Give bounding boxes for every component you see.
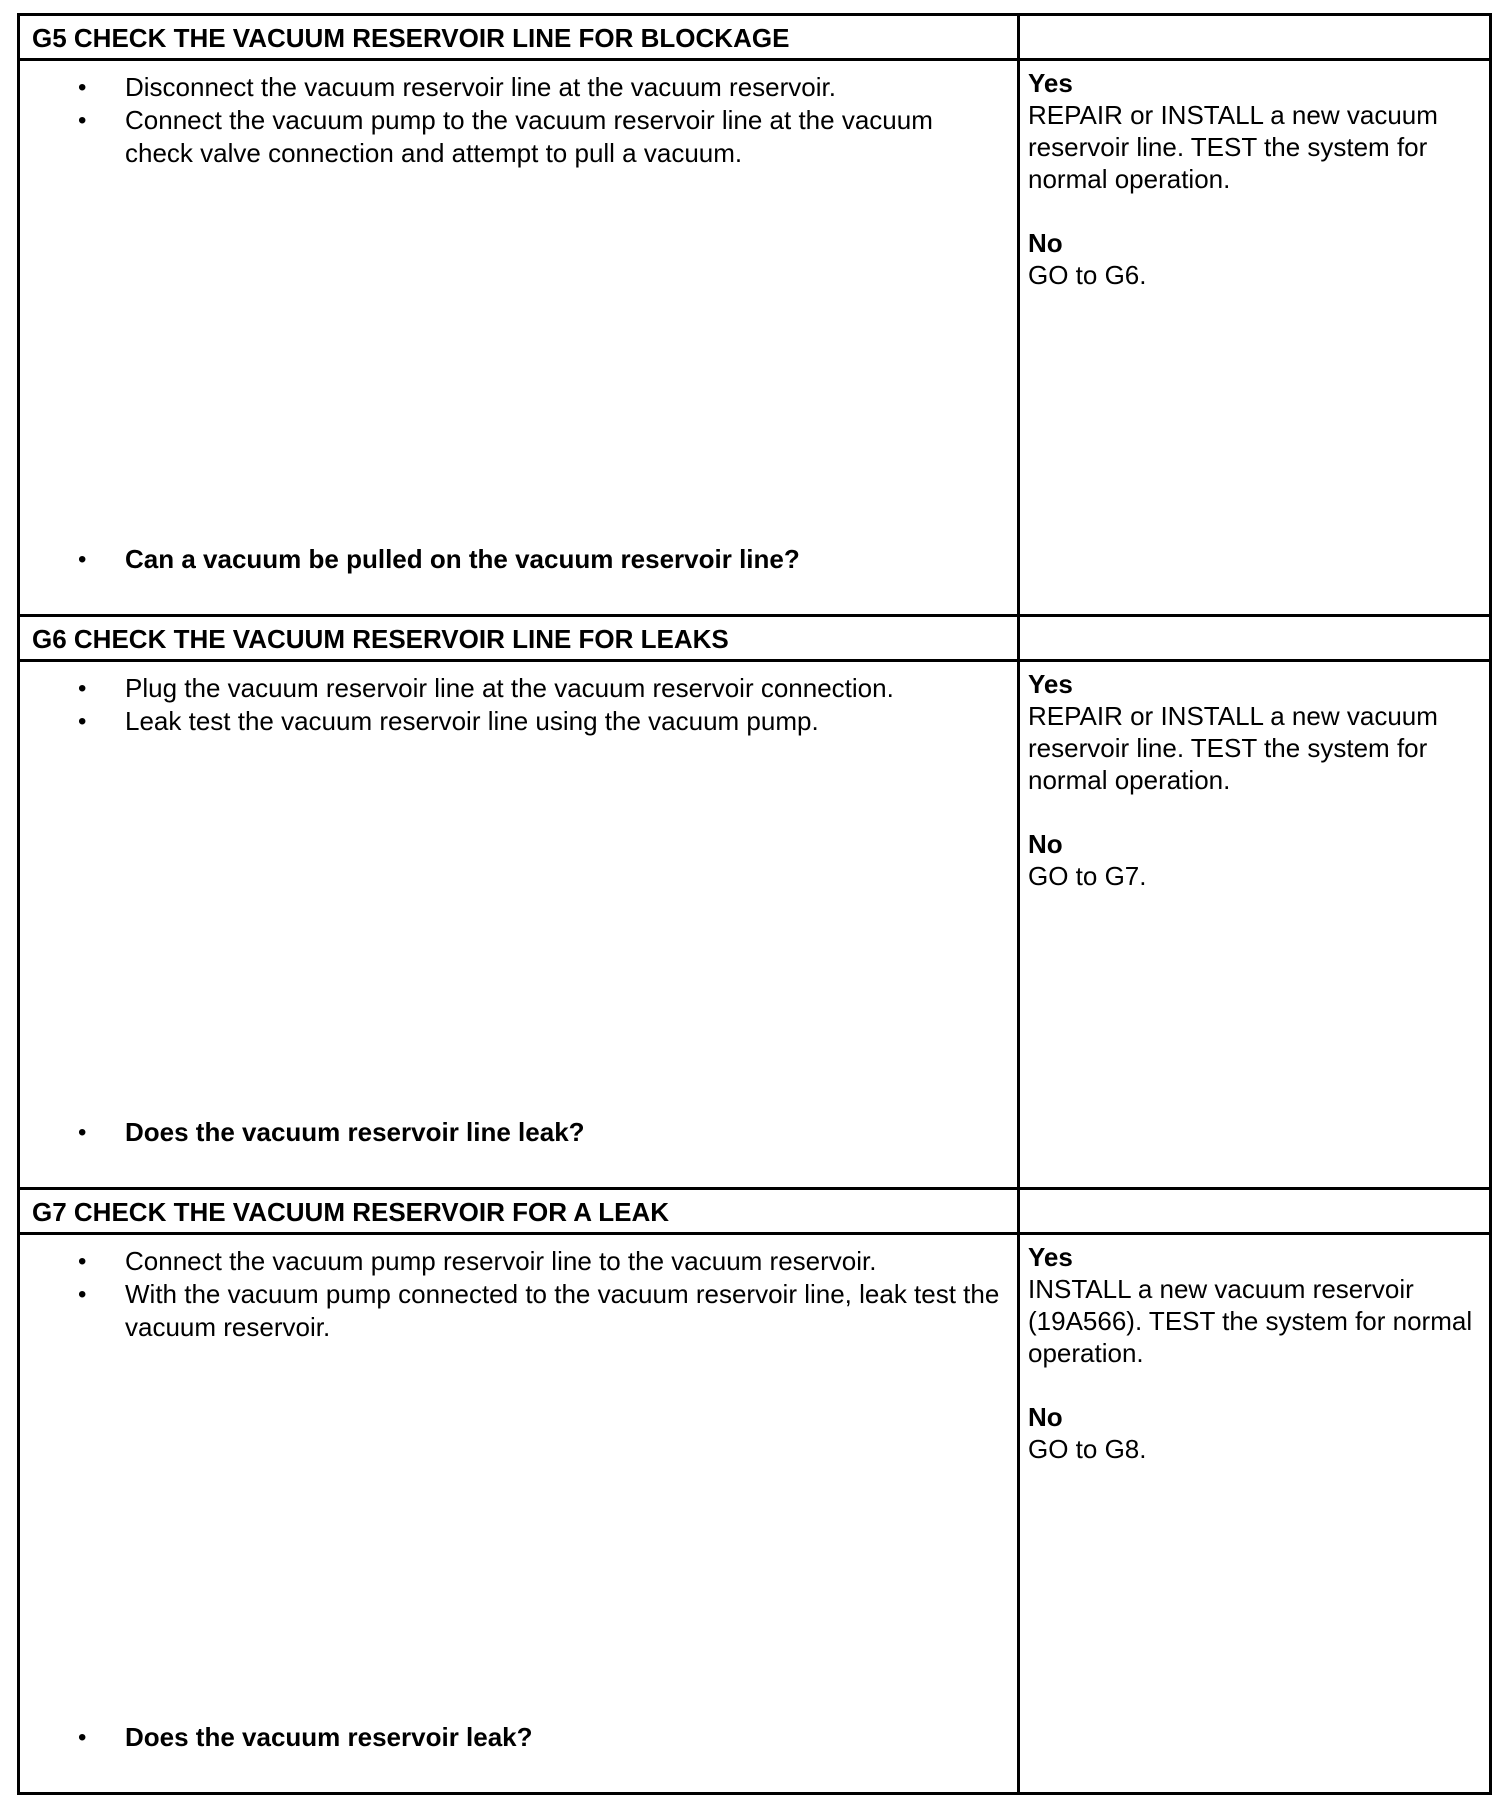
step-header-row bbox=[19, 1189, 1491, 1234]
step-question: • Can a vacuum be pulled on the vacuum reservoir line? bbox=[20, 543, 800, 576]
step-body-row bbox=[19, 1234, 1491, 1794]
action-item: • Connect the vacuum pump reservoir line to the vacuum reservoir. bbox=[20, 1245, 1017, 1278]
step-title: G7 CHECK THE VACUUM RESERVOIR FOR A LEAK bbox=[32, 1197, 670, 1227]
step-actions-cell bbox=[19, 1234, 1019, 1794]
no-result bbox=[1028, 1401, 1483, 1465]
no-text: GO to G8. bbox=[1028, 1434, 1147, 1464]
step-question: • Does the vacuum reservoir leak? bbox=[20, 1721, 533, 1754]
step-actions-cell bbox=[19, 661, 1019, 1189]
no-text: GO to G6. bbox=[1028, 260, 1147, 290]
step-title: G5 CHECK THE VACUUM RESERVOIR LINE FOR BLOCKAGE bbox=[32, 23, 790, 53]
no-result bbox=[1028, 828, 1483, 892]
step-header-row bbox=[19, 15, 1491, 60]
yes-label: Yes bbox=[1028, 1242, 1073, 1272]
step-header-row bbox=[19, 616, 1491, 661]
step-title-cell bbox=[19, 1189, 1019, 1234]
question-list bbox=[20, 1116, 585, 1149]
action-item: • Plug the vacuum reservoir line at the vacuum reservoir connection. bbox=[20, 672, 1017, 705]
step-results-cell bbox=[1019, 661, 1491, 1189]
step-actions-cell bbox=[19, 60, 1019, 616]
step-title-blank-cell bbox=[1019, 15, 1491, 60]
yes-result bbox=[1028, 67, 1483, 195]
yes-text: REPAIR or INSTALL a new vacuum reservoir line. TEST the system for normal operation. bbox=[1028, 100, 1438, 194]
yes-result bbox=[1028, 668, 1483, 796]
action-list bbox=[20, 61, 1017, 170]
step-title-cell bbox=[19, 616, 1019, 661]
step-body-row bbox=[19, 60, 1491, 616]
step-title: G6 CHECK THE VACUUM RESERVOIR LINE FOR LEAKS bbox=[32, 624, 729, 654]
no-label: No bbox=[1028, 829, 1063, 859]
no-label: No bbox=[1028, 1402, 1063, 1432]
action-list bbox=[20, 1235, 1017, 1344]
yes-result bbox=[1028, 1241, 1483, 1369]
yes-label: Yes bbox=[1028, 68, 1073, 98]
yes-text: REPAIR or INSTALL a new vacuum reservoir line. TEST the system for normal operation. bbox=[1028, 701, 1438, 795]
yes-text: INSTALL a new vacuum reservoir (19A566). TEST the system for normal operation. bbox=[1028, 1274, 1473, 1368]
action-item: • Disconnect the vacuum reservoir line at the vacuum reservoir. bbox=[20, 71, 1017, 104]
action-item: • With the vacuum pump connected to the vacuum reservoir line, leak test the vacuum reservoir. bbox=[20, 1278, 1017, 1344]
diagnostic-table bbox=[17, 13, 1492, 1795]
step-title-blank-cell bbox=[1019, 616, 1491, 661]
step-title-blank-cell bbox=[1019, 1189, 1491, 1234]
action-list bbox=[20, 662, 1017, 738]
step-results-cell bbox=[1019, 1234, 1491, 1794]
action-item: • Leak test the vacuum reservoir line using the vacuum pump. bbox=[20, 705, 1017, 738]
question-list bbox=[20, 1721, 533, 1754]
action-item: • Connect the vacuum pump to the vacuum reservoir line at the vacuum check valve connection and attempt to pull a vacuum. bbox=[20, 104, 1017, 170]
no-label: No bbox=[1028, 228, 1063, 258]
yes-label: Yes bbox=[1028, 669, 1073, 699]
step-body-row bbox=[19, 661, 1491, 1189]
step-question: • Does the vacuum reservoir line leak? bbox=[20, 1116, 585, 1149]
question-list bbox=[20, 543, 800, 576]
step-results-cell bbox=[1019, 60, 1491, 616]
no-text: GO to G7. bbox=[1028, 861, 1147, 891]
no-result bbox=[1028, 227, 1483, 291]
step-title-cell bbox=[19, 15, 1019, 60]
